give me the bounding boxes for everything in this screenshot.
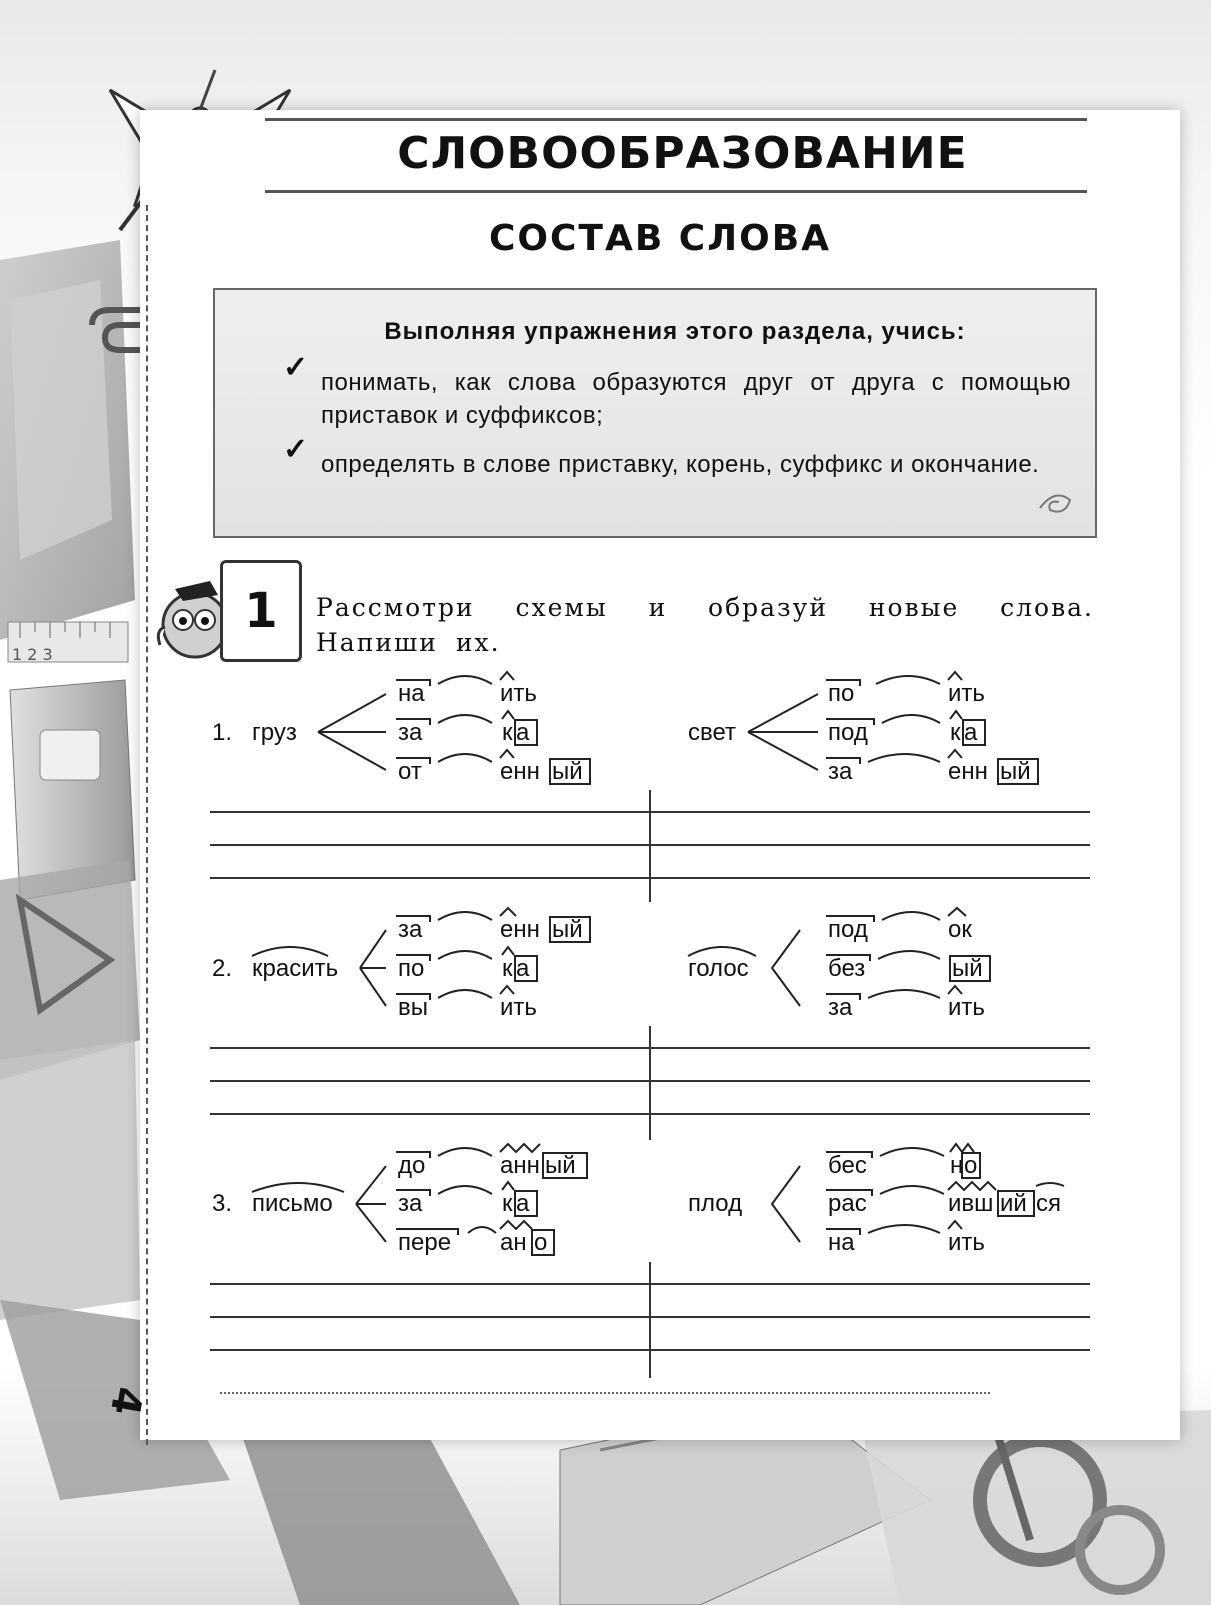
prefix: до [398, 1152, 426, 1179]
learning-goal-item: определять в слове приставку, корень, суффикс и окончание. [321, 451, 1040, 478]
prefix: на [828, 1229, 855, 1256]
ending: а [516, 719, 530, 746]
ending: ый [1000, 758, 1031, 785]
ending: о [964, 1152, 978, 1179]
ending: ый [552, 916, 583, 943]
prefix: вы [398, 994, 428, 1021]
suffix: ан [500, 1229, 527, 1256]
prefix: под [828, 719, 868, 746]
suffix: ить [500, 680, 537, 707]
ending: ый [545, 1152, 576, 1179]
ending: ий [1000, 1190, 1027, 1217]
learning-goals-lead: Выполняя упражнения этого раздела, учись: [384, 318, 966, 345]
suffix: к [950, 719, 961, 746]
ending: ый [952, 955, 983, 982]
root-word: свет [688, 719, 737, 746]
suffix: ить [500, 994, 537, 1021]
ending: ый [552, 758, 583, 785]
ending: а [964, 719, 978, 746]
root-word: плод [688, 1190, 743, 1217]
exercise-task: Рассмотри схемы и образуй новые слова. Напиши их. [316, 593, 1094, 657]
group-number: 1. [212, 719, 233, 746]
suffix: енн [500, 916, 540, 943]
ending: о [534, 1229, 548, 1256]
exercise-number: 1 [220, 560, 302, 662]
page-number: 4 [100, 1383, 151, 1419]
prefix: бес [828, 1152, 867, 1179]
section-title: СОСТАВ СЛОВА [488, 218, 832, 259]
page-title: СЛОВООБРАЗОВАНИЕ [397, 128, 968, 179]
suffix: к [502, 1190, 513, 1217]
svg-text:1 2 3: 1 2 3 [12, 645, 53, 664]
suffix: енн [948, 758, 988, 785]
postfix: ся [1036, 1190, 1061, 1217]
root-word: голос [688, 955, 749, 982]
suffix: енн [500, 758, 540, 785]
suffix: н [950, 1152, 964, 1179]
prefix: за [828, 994, 853, 1021]
prefix: за [398, 916, 423, 943]
prefix: по [828, 680, 855, 707]
prefix: по [398, 955, 425, 982]
suffix: ивш [948, 1190, 994, 1217]
checkmark-icon: ✓ [283, 351, 309, 384]
suffix: ить [948, 994, 985, 1021]
group-number: 3. [212, 1190, 233, 1217]
suffix: к [502, 719, 513, 746]
prefix: за [398, 1190, 423, 1217]
learning-goal-item: понимать, как слова образуются друг от друга с помощью приставок и суффиксов; [321, 369, 1071, 429]
root-word: красить [252, 955, 339, 982]
prefix: рас [828, 1190, 867, 1217]
prefix: за [398, 719, 423, 746]
suffix: ить [948, 1229, 985, 1256]
ending: а [516, 955, 530, 982]
suffix: ить [948, 680, 985, 707]
suffix: к [502, 955, 513, 982]
prefix: на [398, 680, 425, 707]
prefix: без [828, 955, 866, 982]
ending: а [516, 1190, 530, 1217]
suffix: анн [500, 1152, 540, 1179]
prefix: за [828, 758, 853, 785]
checkmark-icon: ✓ [283, 433, 309, 466]
prefix: под [828, 916, 868, 943]
group-number: 2. [212, 955, 233, 982]
suffix: ок [948, 916, 972, 943]
root-word: груз [252, 719, 297, 746]
root-word: письмо [252, 1190, 333, 1217]
prefix: от [398, 758, 422, 785]
prefix: пере [398, 1229, 452, 1256]
